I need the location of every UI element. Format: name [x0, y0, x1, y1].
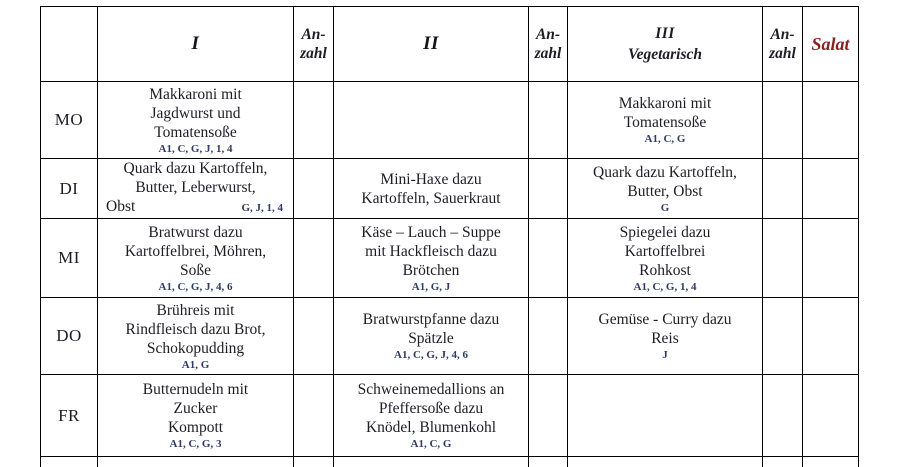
- anzahl-label: An- zahl: [534, 26, 562, 62]
- dish-line: Käse – Lauch – Suppe: [361, 223, 501, 241]
- dish-line: Jagdwurst und: [150, 104, 241, 122]
- allergen-line: A1, C, G, J, 4, 6: [394, 349, 468, 361]
- table-row-fr: [41, 375, 859, 457]
- anzahl-cell: [529, 159, 568, 219]
- dish-line: Spiegelei dazu: [619, 223, 711, 241]
- dish-line: Brötchen: [402, 261, 460, 279]
- header-cell-day: [41, 7, 98, 82]
- anzahl-cell: [294, 219, 334, 298]
- meal-cell-2: [334, 82, 529, 159]
- anzahl-cell: [763, 298, 803, 375]
- allergen-line: A1, G: [181, 358, 210, 371]
- header-cell-menu-2: [334, 7, 529, 82]
- meal-cell-1: [98, 457, 294, 467]
- menu-table: [40, 6, 859, 467]
- anzahl-label: An- zahl: [300, 26, 327, 62]
- day-label: FR: [58, 405, 80, 425]
- meal-cell-1: [98, 159, 294, 219]
- meal-cell-1: [98, 375, 294, 457]
- meal-cell-1: [98, 219, 294, 298]
- anzahl-cell: [294, 457, 334, 467]
- dish-line: Zucker: [173, 400, 218, 417]
- meal-cell-1: [98, 82, 294, 159]
- meal-cell-1: [98, 298, 294, 375]
- table-row-partial: [41, 457, 859, 467]
- day-cell: [41, 457, 98, 467]
- anzahl-label: An- zahl: [769, 26, 796, 62]
- dish-line: Quark dazu Kartoffeln,: [593, 163, 737, 181]
- dish-line: Butter, Obst: [627, 182, 703, 200]
- allergen-line: J: [662, 349, 668, 361]
- anzahl-cell: [763, 82, 803, 159]
- allergen-line: A1, G, J: [411, 280, 451, 293]
- salat-cell: [803, 375, 859, 457]
- header-cell-salat: [803, 7, 859, 82]
- dish-line: mit Hackfleisch dazu: [365, 242, 497, 260]
- meal-cell-2: [334, 457, 529, 467]
- meal-cell-2: [334, 375, 529, 457]
- salat-cell: [803, 219, 859, 298]
- day-label: DO: [56, 326, 82, 345]
- dish-line: Brühreis mit: [156, 301, 235, 319]
- header-cell-menu-3: [568, 7, 763, 82]
- dish-line: Soße: [180, 261, 211, 279]
- salat-label: Salat: [811, 33, 850, 54]
- dish-line: Makkaroni mit: [618, 95, 712, 112]
- anzahl-cell: [294, 298, 334, 375]
- allergen-line: G: [660, 201, 670, 214]
- day-label: MI: [58, 248, 80, 267]
- dish-line: Pfeffersoße dazu: [378, 400, 484, 417]
- day-label: MO: [54, 110, 84, 129]
- dish-line: Kartoffelbrei, Möhren,: [124, 242, 267, 260]
- dish-line: Schweinemedallions an: [357, 381, 505, 398]
- dish-line: Spätzle: [408, 330, 454, 347]
- header-cell-anzahl-3: [763, 7, 803, 82]
- allergen-inline: G, J, 1, 4: [241, 202, 283, 214]
- dish-line: Reis: [651, 330, 679, 347]
- table-row-do: [41, 298, 859, 375]
- allergen-line: A1, C, G, J, 4, 6: [158, 280, 233, 293]
- dish-line-left: Obst: [106, 198, 136, 215]
- allergen-line: A1, C, G: [410, 438, 452, 450]
- meal-cell-3: [568, 298, 763, 375]
- dish-line: Mini-Haxe dazu: [380, 170, 482, 188]
- meal-cell-3: [568, 457, 763, 467]
- dish-line: Rohkost: [639, 261, 691, 279]
- dish-line: Tomatensoße: [623, 114, 707, 131]
- allergen-line: A1, C, G, J, 1, 4: [158, 142, 233, 155]
- anzahl-cell: [529, 219, 568, 298]
- dish-line: Kartoffeln, Sauerkraut: [361, 189, 501, 207]
- dish-line: Kompott: [167, 419, 224, 436]
- meal-cell-2: [334, 159, 529, 219]
- meal-cell-3: [568, 375, 763, 457]
- dish-line: Gemüse - Curry dazu: [598, 311, 732, 328]
- day-cell: [41, 219, 98, 298]
- salat-cell: [803, 457, 859, 467]
- salat-cell: [803, 159, 859, 219]
- day-label: DI: [59, 178, 79, 198]
- anzahl-cell: [294, 159, 334, 219]
- dish-line: [98, 197, 293, 218]
- header-row: [41, 7, 859, 82]
- header-cell-anzahl-1: [294, 7, 334, 82]
- menu-3-label: III: [655, 25, 675, 42]
- allergen-line: A1, C, G: [644, 133, 686, 145]
- anzahl-cell: [763, 375, 803, 457]
- menu-3-sublabel: Vegetarisch: [627, 46, 703, 63]
- table-row-mi: [41, 219, 859, 298]
- anzahl-cell: [763, 457, 803, 467]
- anzahl-cell: [529, 375, 568, 457]
- table-row-mo: [41, 82, 859, 159]
- anzahl-cell: [294, 82, 334, 159]
- salat-cell: [803, 298, 859, 375]
- dish-line: Schokopudding: [146, 339, 245, 357]
- dish-line: Rindfleisch dazu Brot,: [125, 320, 266, 338]
- header-cell-menu-1: [98, 7, 294, 82]
- dish-line: Makkaroni mit: [149, 85, 242, 103]
- menu-1-label: I: [191, 33, 200, 54]
- dish-line: Butter, Leberwurst,: [135, 179, 256, 196]
- dish-line: Tomatensoße: [154, 123, 237, 141]
- dish-line: Kartoffelbrei: [624, 242, 706, 260]
- anzahl-cell: [529, 82, 568, 159]
- menu-2-label: II: [423, 33, 439, 54]
- anzahl-cell: [294, 375, 334, 457]
- meal-cell-3: [568, 219, 763, 298]
- meal-cell-3: [568, 159, 763, 219]
- meal-cell-2: [334, 298, 529, 375]
- anzahl-cell: [529, 298, 568, 375]
- header-cell-anzahl-2: [529, 7, 568, 82]
- meal-cell-2: [334, 219, 529, 298]
- anzahl-cell: [529, 457, 568, 467]
- meal-cell-3: [568, 82, 763, 159]
- anzahl-cell: [763, 159, 803, 219]
- anzahl-cell: [763, 219, 803, 298]
- table-row-di: [41, 159, 859, 219]
- dish-line: Quark dazu Kartoffeln,: [123, 160, 268, 177]
- dish-line: Bratwurst dazu: [148, 223, 243, 241]
- day-cell: [41, 82, 98, 159]
- dish-line: Butternudeln mit: [142, 381, 249, 398]
- salat-cell: [803, 82, 859, 159]
- allergen-line: A1, C, G, 1, 4: [633, 280, 697, 293]
- dish-line: Bratwurstpfanne dazu: [362, 311, 500, 328]
- allergen-line: A1, C, G, 3: [169, 438, 222, 450]
- day-cell: [41, 375, 98, 457]
- day-cell: [41, 159, 98, 219]
- dish-line: Knödel, Blumenkohl: [365, 419, 497, 436]
- day-cell: [41, 298, 98, 375]
